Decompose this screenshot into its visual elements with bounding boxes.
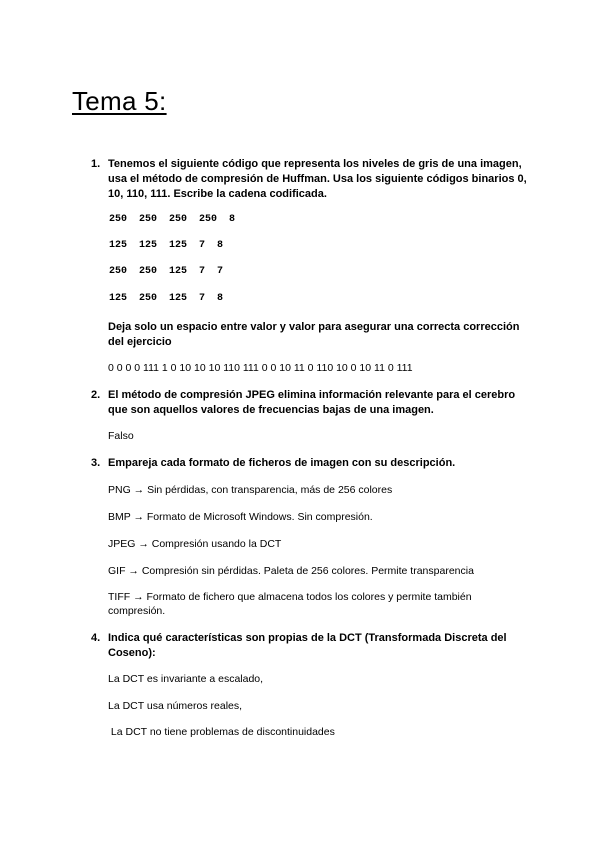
page-title: Tema 5: [72,86,167,116]
question-2-text: El método de compresión JPEG elimina información relevante para el cerebro que son aquellos valores de frecuencias bajas de una imagen. [108,389,516,416]
question-1-number: 1. [91,158,101,170]
match-jpeg: JPEG → Compresión usando la DCT [108,538,282,550]
question-1-instruction: Deja solo un espacio entre valor y valor para asegurar una correcta corrección del ejercicio [108,321,520,348]
question-4-text: Indica qué características son propias de la DCT (Transformada Discreta del Coseno): [108,632,507,659]
question-2-number: 2. [91,389,101,401]
question-1-text: Tenemos el siguiente código que representa los niveles de gris de una imagen, usa el método de compresión de Huffman. Usa los siguiente códigos binarios 0, 10, 110, 111. Escribe la cadena codificada. [108,158,527,200]
question-4-answer-3: La DCT no tiene problemas de discontinuidades [108,726,335,738]
question-2-answer: Falso [108,430,134,442]
question-4-answer-2: La DCT usa números reales, [108,700,243,712]
question-4-number: 4. [91,632,101,644]
match-tiff: TIFF → Formato de fichero que almacena todos los colores y permite también compresión. [108,591,472,617]
match-png: PNG → Sin pérdidas, con transparencia, más de 256 colores [108,484,393,496]
question-1-answer: 0 0 0 0 111 1 0 10 10 10 110 111 0 0 10 11 0 110 10 0 10 11 0 111 [108,362,413,374]
question-3-number: 3. [91,457,101,469]
question-3-text: Empareja cada formato de ficheros de imagen con su descripción. [108,457,456,469]
code-row-4: 125 250 125 7 8 [109,293,224,304]
code-row-3: 250 250 125 7 7 [109,266,224,277]
code-row-2: 125 125 125 7 8 [109,240,224,251]
match-bmp: BMP → Formato de Microsoft Windows. Sin compresión. [108,511,373,523]
match-gif: GIF → Compresión sin pérdidas. Paleta de 256 colores. Permite transparencia [108,565,474,577]
question-4-answer-1: La DCT es invariante a escalado, [108,673,264,685]
code-row-1: 250 250 250 250 8 [109,214,236,225]
